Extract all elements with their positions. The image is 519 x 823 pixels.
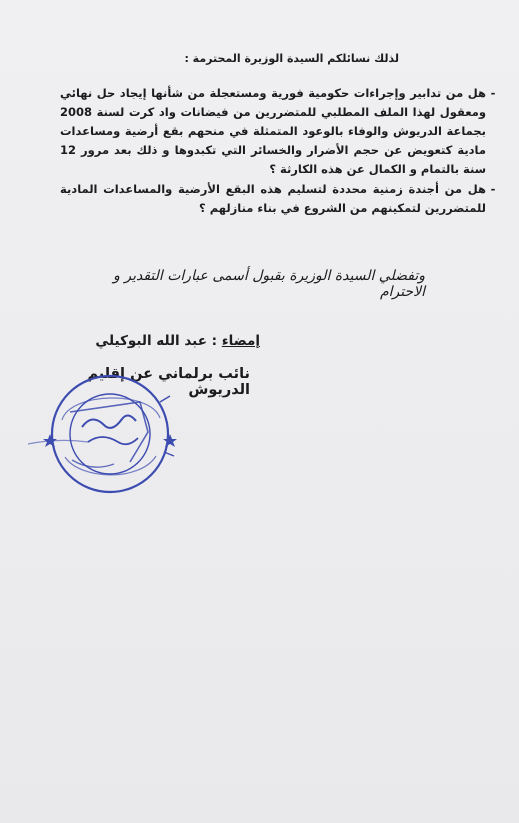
question-item: [60, 180, 498, 218]
signature-separator: :: [206, 333, 222, 349]
question-item: [60, 84, 498, 179]
intro-line: لذلك نسائلكم السيدة الوزيرة المحترمة :: [184, 52, 399, 65]
signatory-title: نائب برلماني عن إقليم الدريوش: [87, 366, 250, 398]
signature-line: [70, 333, 260, 349]
bullet-dash: -: [490, 182, 496, 196]
stamp-seal-icon: [28, 376, 174, 492]
signatory-name: عبد الله البوكيلي: [95, 333, 207, 349]
official-stamp: [10, 372, 210, 502]
question-text: هل من أجندة زمنية محددة لتسليم هذه البقع الأرضية والمساعدات المادية للمتضررين لتمكينهم من الشروع في بناء منازلهم ؟: [60, 182, 486, 215]
closing-salutation: وتفضلي السيدة الوزيرة بقبول أسمى عبارات التقدير و الاحترام: [113, 268, 425, 300]
signature-label: إمضاء: [221, 333, 260, 349]
question-list: [60, 84, 498, 219]
bullet-dash: -: [490, 86, 496, 100]
question-text: هل من تدابير وإجراءات حكومية فورية ومستعجلة من شأنها إيجاد حل نهائي ومعقول لهذا الملف المطلبي للمتضررين من فيضانات واد كرت لسنة 2008 بجماعة الدريوش والوفاء بالوعود المتمثلة في منحهم بقع أرضية ومساعدات مادية كتعويض عن حجم الأضرار والخسائر التي تكبدوها و ذلك بعد مرور 12 سنة بالتمام و الكمال عن هذه الكارثة ؟: [60, 86, 486, 176]
